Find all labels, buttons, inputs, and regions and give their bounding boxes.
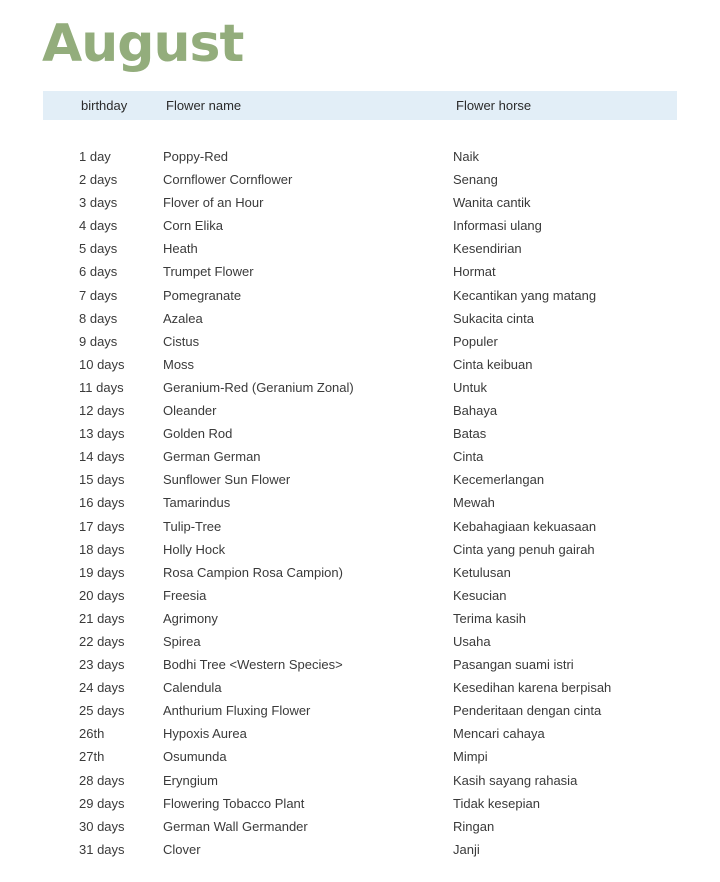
table-row <box>0 793 720 816</box>
birthday-cell: 2 days <box>79 172 118 188</box>
table-row <box>0 839 720 862</box>
birthday-cell: 18 days <box>79 541 125 557</box>
birthday-cell: 20 days <box>79 587 125 603</box>
flower-name-cell: Calendula <box>163 680 222 696</box>
flower-meaning-cell: Kesedihan karena berpisah <box>453 680 612 696</box>
flower-name-cell: Geranium-Red (Geranium Zonal) <box>163 379 354 395</box>
birthday-cell: 30 days <box>79 818 125 834</box>
table-row <box>0 169 720 192</box>
flower-meaning-cell: Mimpi <box>453 749 488 765</box>
table-row <box>0 331 720 354</box>
flower-meaning-cell: Janji <box>453 841 480 857</box>
flower-meaning-cell: Ketulusan <box>453 564 511 580</box>
birthday-cell: 4 days <box>79 218 118 234</box>
flower-name-cell: Tamarindus <box>163 495 231 511</box>
table-row <box>0 677 720 700</box>
column-header-flower-horse: Flower horse <box>456 98 532 113</box>
table-row <box>0 423 720 446</box>
birthday-cell: 9 days <box>79 333 118 349</box>
flower-name-cell: Sunflower Sun Flower <box>163 472 291 488</box>
flower-name-cell: German Wall Germander <box>163 818 308 834</box>
birthday-cell: 10 days <box>79 356 125 372</box>
table-row <box>0 261 720 284</box>
flower-meaning-cell: Tidak kesepian <box>453 795 540 811</box>
birthday-cell: 29 days <box>79 795 125 811</box>
birthday-cell: 13 days <box>79 426 125 442</box>
flower-meaning-cell: Ringan <box>453 818 495 834</box>
flower-meaning-cell: Pasangan suami istri <box>453 657 574 673</box>
birthday-cell: 5 days <box>79 241 118 257</box>
birthday-cell: 23 days <box>79 657 125 673</box>
flower-name-cell: Rosa Campion Rosa Campion) <box>163 564 343 580</box>
flower-meaning-cell: Bahaya <box>453 403 498 419</box>
birthday-cell: 28 days <box>79 772 125 788</box>
flower-meaning-cell: Terima kasih <box>453 610 526 626</box>
table-row <box>0 146 720 169</box>
flower-meaning-cell: Kesucian <box>453 587 507 603</box>
table-header <box>43 91 677 120</box>
flower-name-cell: Pomegranate <box>163 287 242 303</box>
table-row <box>0 746 720 769</box>
flower-meaning-cell: Kebahagiaan kekuasaan <box>453 518 597 534</box>
flower-meaning-cell: Populer <box>453 333 498 349</box>
flower-meaning-cell: Cinta keibuan <box>453 356 533 372</box>
flower-name-cell: Cornflower Cornflower <box>163 172 293 188</box>
column-header-flower-name: Flower name <box>166 98 242 113</box>
birthday-cell: 17 days <box>79 518 125 534</box>
flower-name-cell: Golden Rod <box>163 426 233 442</box>
flower-meaning-cell: Batas <box>453 426 487 442</box>
flower-meaning-cell: Hormat <box>453 264 496 280</box>
flower-name-cell: Anthurium Fluxing Flower <box>163 703 311 719</box>
table-row <box>0 539 720 562</box>
table-row <box>0 816 720 839</box>
flower-name-cell: Tulip-Tree <box>163 518 222 534</box>
flower-meaning-cell: Untuk <box>453 379 487 395</box>
birthday-cell: 8 days <box>79 310 118 326</box>
flower-meaning-cell: Cinta yang penuh gairah <box>453 541 595 557</box>
column-header-birthday: birthday <box>81 98 128 113</box>
flower-meaning-cell: Kecemerlangan <box>453 472 545 488</box>
flower-name-cell: Oleander <box>163 403 217 419</box>
table-row <box>0 400 720 423</box>
flower-name-cell: Moss <box>163 356 195 372</box>
birthday-cell: 14 days <box>79 449 125 465</box>
flower-name-cell: Eryngium <box>163 772 218 788</box>
flower-meaning-cell: Mewah <box>453 495 495 511</box>
flower-meaning-cell: Senang <box>453 172 498 188</box>
flower-name-cell: Poppy-Red <box>163 149 229 164</box>
flower-name-cell: Corn Elika <box>163 218 223 234</box>
table-row <box>0 354 720 377</box>
flower-meaning-cell: Mencari cahaya <box>453 726 545 742</box>
birthday-cell: 1 day <box>79 149 111 164</box>
flower-name-cell: Holly Hock <box>163 541 226 557</box>
flower-name-cell: Cistus <box>163 333 200 349</box>
flower-meaning-cell: Informasi ulang <box>453 218 542 234</box>
flower-name-cell: German German <box>163 449 261 465</box>
table-row <box>0 238 720 261</box>
flower-name-cell: Heath <box>163 241 198 257</box>
table-row <box>0 608 720 631</box>
page-title: August <box>42 14 244 74</box>
table-row <box>0 215 720 238</box>
birthday-cell: 27th <box>79 749 105 765</box>
flower-name-cell: Flowering Tobacco Plant <box>163 795 305 811</box>
flower-name-cell: Azalea <box>163 310 203 326</box>
flower-name-cell: Freesia <box>163 587 207 603</box>
flower-name-cell: Flover of an Hour <box>163 195 264 211</box>
birthday-cell: 16 days <box>79 495 125 511</box>
table-row <box>0 562 720 585</box>
birthday-cell: 6 days <box>79 264 118 280</box>
flower-name-cell: Agrimony <box>163 610 218 626</box>
table-row <box>0 308 720 331</box>
flower-name-cell: Trumpet Flower <box>163 264 254 280</box>
birthday-cell: 19 days <box>79 564 125 580</box>
table-row <box>0 700 720 723</box>
table-row <box>0 446 720 469</box>
flower-meaning-cell: Usaha <box>453 633 491 649</box>
table-row <box>0 585 720 608</box>
flower-name-cell: Spirea <box>163 633 201 649</box>
birthday-cell: 7 days <box>79 287 118 303</box>
flower-meaning-cell: Kasih sayang rahasia <box>453 772 578 788</box>
birthday-cell: 26th <box>79 726 105 742</box>
table-row <box>0 192 720 215</box>
birthday-cell: 12 days <box>79 403 125 419</box>
table-row <box>0 631 720 654</box>
flower-name-cell: Clover <box>163 841 201 857</box>
flower-meaning-cell: Kesendirian <box>453 241 522 257</box>
table-row <box>0 516 720 539</box>
table-row <box>0 377 720 400</box>
table-row <box>0 492 720 515</box>
table-row <box>0 285 720 308</box>
birthday-cell: 11 days <box>79 379 124 395</box>
flower-meaning-cell: Penderitaan dengan cinta <box>453 703 602 719</box>
table-row <box>0 770 720 793</box>
flower-meaning-cell: Sukacita cinta <box>453 310 534 326</box>
flower-meaning-cell: Wanita cantik <box>453 195 531 211</box>
birthday-cell: 24 days <box>79 680 125 696</box>
birthday-cell: 31 days <box>79 841 125 857</box>
flower-name-cell: Hypoxis Aurea <box>163 726 247 742</box>
birthday-cell: 3 days <box>79 195 118 211</box>
birthday-cell: 22 days <box>79 633 125 649</box>
flower-meaning-cell: Cinta <box>453 449 484 465</box>
flower-name-cell: Bodhi Tree <Western Species> <box>163 657 343 673</box>
flower-name-cell: Osumunda <box>163 749 227 765</box>
birthday-cell: 21 days <box>79 610 125 626</box>
flower-meaning-cell: Naik <box>453 149 480 164</box>
birthday-cell: 25 days <box>79 703 125 719</box>
table-body <box>0 146 720 862</box>
table-row <box>0 723 720 746</box>
table-row <box>0 469 720 492</box>
table-row <box>0 654 720 677</box>
birthday-cell: 15 days <box>79 472 125 488</box>
flower-meaning-cell: Kecantikan yang matang <box>453 287 597 303</box>
